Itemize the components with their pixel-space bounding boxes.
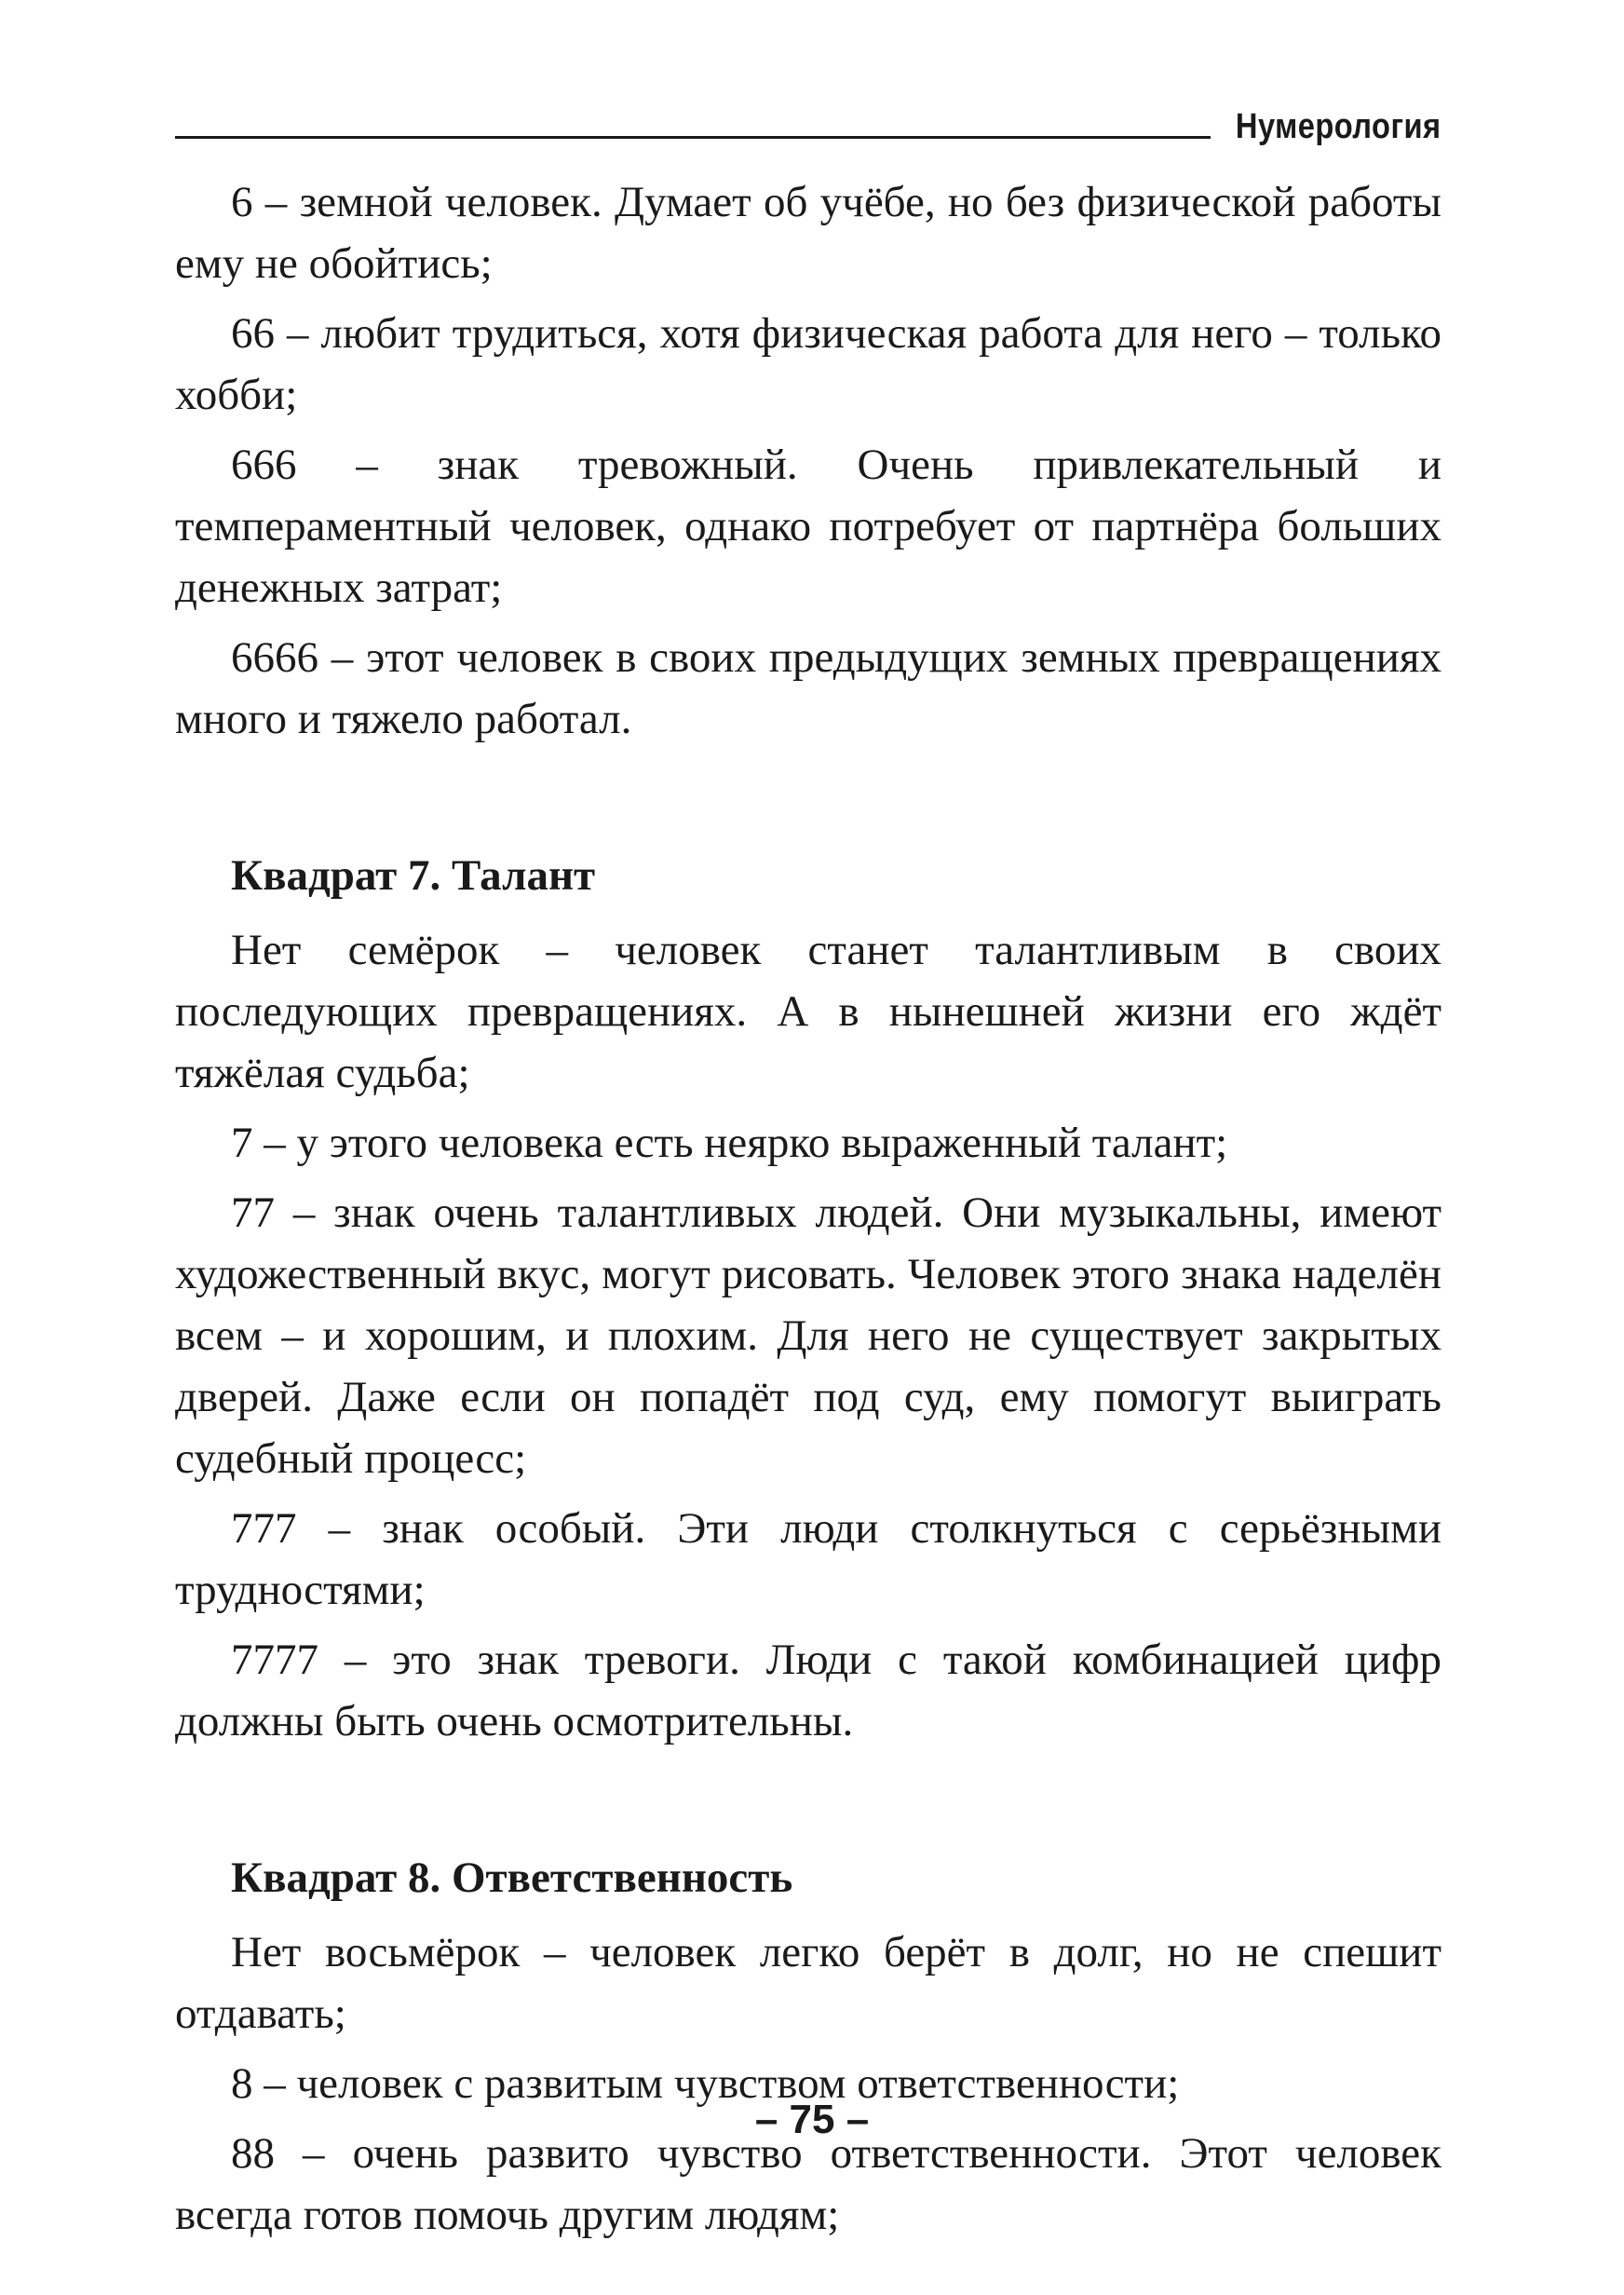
paragraph: Нет восьмёрок – человек легко берёт в долг, но не спешит отдавать; — [175, 1928, 1441, 2038]
running-header — [175, 104, 1441, 149]
paragraph: 7777 – это знак тревоги. Люди с такой комбинацией цифр должны быть очень осмотрительны. — [175, 1636, 1441, 1745]
paragraph: 666 – знак тревожный. Очень привлекательный и темпераментный человек, однако потребует от партнёра больших денежных затрат; — [175, 441, 1441, 612]
paragraph: 8 – человек с развитым чувством ответственности; — [231, 2059, 1180, 2108]
section-heading: Квадрат 7. Талант — [231, 851, 596, 900]
paragraph: 6 – земной человек. Думает об учёбе, но без физической работы ему не обойтись; — [175, 178, 1441, 288]
section-talent — [175, 845, 1441, 1752]
paragraph: 77 – знак очень талантливых людей. Они музыкальны, имеют художественный вкус, могут рисовать. Человек этого знака наделён всем – и хорошим, и плохим. Для него не существует закрытых дверей. Даже если он попадёт под суд, ему помогут выиграть судебный процесс; — [175, 1188, 1441, 1483]
section-heading: Квадрат 8. Ответственность — [231, 1854, 793, 1902]
paragraph: 7 – у этого человека есть неярко выраженный талант; — [231, 1119, 1228, 1167]
page-content — [175, 171, 1441, 2254]
paragraph: 6666 – этот человек в своих предыдущих земных превращениях много и тяжело работал. — [175, 633, 1441, 743]
paragraph: 66 – любит трудиться, хотя физическая работа для него – только хобби; — [175, 309, 1441, 419]
section-responsibility — [175, 1847, 1441, 2246]
header-title: Нумерология — [1236, 107, 1441, 146]
header-rule — [175, 136, 1211, 139]
paragraph: 777 – знак особый. Эти люди столкнуться с серьёзными трудностями; — [175, 1504, 1441, 1614]
paragraph: 88 – очень развито чувство ответственности. Этот человек всегда готов помочь другим людям; — [175, 2129, 1441, 2239]
page-number: – 75 – — [754, 2097, 870, 2142]
paragraph: Нет семёрок – человек станет талантливым в своих последующих превращениях. А в нынешней жизни его ждёт тяжёлая судьба; — [175, 926, 1441, 1097]
intro-block — [175, 171, 1441, 750]
